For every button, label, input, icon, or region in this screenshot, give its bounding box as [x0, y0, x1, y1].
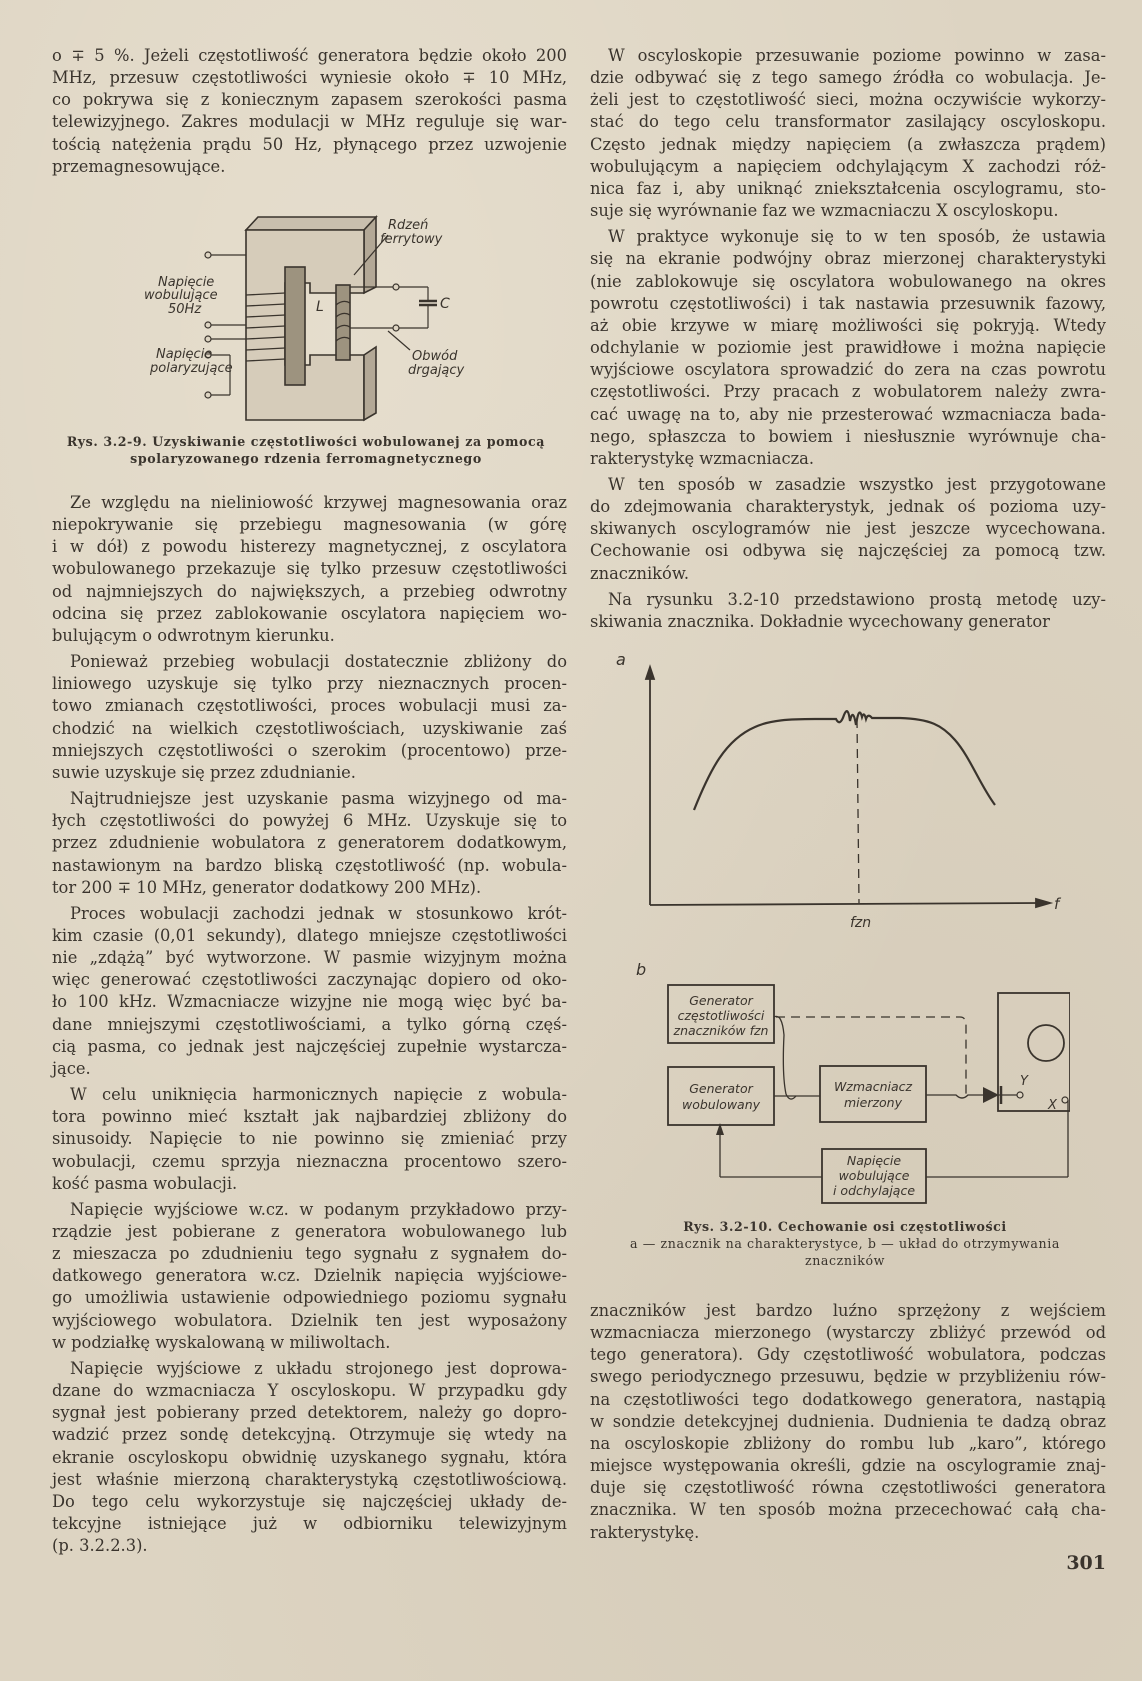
paragraph: [590, 474, 1106, 585]
text-line: (p. 3.2.2.3).: [52, 1536, 148, 1556]
frequency-characteristic-curve: [694, 711, 995, 810]
text-line: o ∓ 5 %. Jeżeli częstotliwość generatora będzie około 200: [52, 46, 567, 65]
text-line: tego generatora). Gdy częstotliwość wobulatora, podczas: [590, 1345, 1106, 1365]
text-line: sinusoidy. Napięcie to nie powinno się zmieniać przy: [52, 1129, 567, 1149]
capacitor-label: C: [440, 296, 450, 312]
inductor-label: L: [316, 299, 324, 315]
text-line: w sondzie detekcyjnej dudnienia. Dudnienia te dadzą obraz: [590, 1411, 1106, 1431]
text-line: nastawionym na bardzo bliską częstotliwość (np. wobula-: [52, 855, 567, 875]
marker-gen-line2: częstotliwości: [677, 1008, 765, 1023]
text-line: dzie odbywać się z tego samego źródła co wobulacja. Je-: [590, 68, 1106, 88]
figure-ferrite-core-diagram: [130, 195, 470, 425]
text-line: datkowego generatora w.cz. Dzielnik napięcia wyjściowe-: [52, 1266, 567, 1286]
text-line: wyjściowego wobulatora. Dzielnik ten jest wyposażony: [52, 1310, 567, 1330]
text-line: więc generować częstotliwości zaczynając dopiero od oko-: [52, 970, 567, 990]
text-line: wobulującym a napięciem odchylającym X zachodzi róż-: [590, 156, 1106, 176]
text-line: ło 100 kHz. Wzmacniacze wizyjne nie mogą więc być ba-: [52, 992, 567, 1012]
text-line: znacznika. W ten sposób można przecechować całą cha-: [590, 1500, 1106, 1520]
paragraph: [52, 651, 567, 784]
paragraph: [52, 45, 567, 178]
text-line: w podziałkę wyskalowaną w miliwoltach.: [52, 1332, 391, 1352]
text-line: żeli jest to częstotliwość sieci, można oczywiście wykorzy-: [590, 90, 1106, 110]
right-column-top: [590, 45, 1106, 637]
text-line: tekcyjne istniejące już w odbiorniku telewizyjnym: [52, 1514, 567, 1534]
polarizing-label-line1: Napięcie: [156, 347, 213, 362]
text-line: chodzić na wielkich częstotliwościach, uzyskiwanie zaś: [52, 718, 567, 738]
x-axis-arrow: [1036, 899, 1050, 907]
text-line: się na ekranie podwójny obraz mierzonej charakterystyki: [590, 249, 1106, 269]
text-line: Ze względu na nieliniowość krzywej magnesowania oraz: [70, 493, 567, 512]
page-number: 301: [1066, 1552, 1106, 1574]
text-line: W oscyloskopie przesuwanie poziome powinno w zasa-: [608, 46, 1106, 65]
text-line: W praktyce wykonuje się to w ten sposób, że ustawia: [608, 227, 1106, 247]
text-line: Często jednak między napięciem (a zwłaszcza prądem): [590, 134, 1106, 154]
y-terminal-label: Y: [1020, 1074, 1028, 1089]
text-line: kim czasie (0,01 sekundy), dlatego mniejsze częstotliwości: [52, 925, 567, 945]
sweep-voltage-line3: i odchylające: [832, 1183, 916, 1198]
caption-line2: spolaryzowanego rdzenia ferromagnetycznego: [130, 451, 482, 466]
text-line: go umożliwia ustawienie odpowiedniego poziomu sygnału: [52, 1288, 567, 1308]
paragraph: [52, 1084, 567, 1195]
wobulating-label-line2: wobulujące: [144, 288, 218, 303]
text-line: towo zmianach częstotliwości, proces wobulacji musi za-: [52, 696, 567, 716]
text-line: na oscyloskopie zbliżony do rombu lub „karo”, którego: [590, 1433, 1106, 1453]
figure-characteristic-panel-a: [610, 645, 1070, 945]
text-line: nica faz i, aby uniknąć zniekształcenia oscylogramu, sto-: [590, 178, 1106, 198]
caption-title: Rys. 3.2-10. Cechowanie osi częstotliwości: [683, 1219, 1007, 1234]
text-line: dane mniejszymi częstotliwościami, a tylko górną częś-: [52, 1014, 567, 1034]
text-line: odcina się przez zablokowanie oscylatora napięciem wo-: [52, 603, 567, 623]
text-line: tością natężenia prądu 50 Hz, płynącego przez uzwojenie: [52, 134, 567, 154]
left-column-top: [52, 45, 567, 182]
text-line: cać uwagę na to, aby nie przesterować wzmacniacza bada-: [590, 404, 1106, 424]
text-line: do zdejmowania charakterystyk, jednak oś pozioma uzy-: [590, 497, 1106, 517]
x-axis-label: f: [1054, 895, 1060, 913]
text-line: aż obie krzywe w miarę możliwości się pokryją. Wtedy: [590, 315, 1106, 335]
text-line: sygnał jest pobierany przed detektorem, należy go dopro-: [52, 1403, 567, 1423]
input-terminals: [205, 252, 246, 398]
text-line: Napięcie wyjściowe z układu strojonego jest doprowa-: [70, 1358, 567, 1378]
text-line: W celu uniknięcia harmonicznych napięcie z wobula-: [70, 1085, 567, 1105]
wobulating-label-line1: Napięcie: [158, 275, 215, 290]
amplifier-block: [820, 1066, 926, 1122]
paragraph: [52, 1358, 567, 1557]
text-line: skiwania znacznika. Dokładnie wycechowany generator: [590, 611, 1050, 631]
text-line: ekranie oscyloskopu obwidnię uzyskanego sygnału, która: [52, 1447, 567, 1467]
text-line: z mieszacza po zdudnieniu tego sygnału z sygnałem do-: [52, 1244, 567, 1264]
text-line: od najmniejszych do największych, a przebieg odwrotny: [52, 581, 567, 601]
panel-a-label: a: [616, 650, 626, 669]
oscilloscope-block: [998, 993, 1070, 1111]
right-column-bottom: [590, 1300, 1106, 1548]
text-line: przez zdudnienie wobulatora z generatorem dodatkowym,: [52, 833, 567, 853]
text-line: nego, spłaszcza to bowiem i niesłusznie wyrównuje cha-: [590, 426, 1106, 446]
amplifier-line2: mierzony: [843, 1095, 903, 1110]
text-line: wobulacji, czemu sprzyja nieznaczna procentowo szero-: [52, 1151, 567, 1171]
text-line: cią pasma, co jednak jest najczęściej zupełnie wystarcza-: [52, 1036, 567, 1056]
figure-3-2-9-caption: [46, 433, 566, 467]
text-line: bulującym o odwrotnym kierunku.: [52, 625, 335, 645]
wire-amp-to-detector: [926, 1095, 1020, 1098]
paragraph: [590, 1300, 1106, 1544]
text-line: odchylanie w poziomie jest prawidłowe i można napięcie: [590, 338, 1106, 358]
text-line: jące.: [52, 1058, 91, 1078]
core-label-line1: Rdzeń: [388, 218, 429, 233]
text-line: jest właśnie mierzoną charakterystyką częstotliwościową.: [52, 1469, 567, 1489]
text-line: tor 200 ∓ 10 MHz, generator dodatkowy 200 MHz).: [52, 877, 482, 897]
text-line: kość pasma wobulacji.: [52, 1173, 238, 1193]
paragraph: [590, 226, 1106, 470]
paragraph: [52, 903, 567, 1080]
marker-gen-line3: znaczników fzn: [673, 1023, 769, 1038]
text-line: stać do tego celu transformator zasilający oscyloskopu.: [590, 112, 1106, 132]
panel-b-label: b: [636, 960, 647, 979]
marker-dashed-line: [857, 719, 859, 903]
text-line: skiwanych oscylogramów nie jest jeszcze wycechowana.: [590, 519, 1106, 539]
sweep-gen-line1: Generator: [689, 1081, 753, 1096]
caption-title: Rys. 3.2-9. Uzyskiwanie częstotliwości wobulowanej za pomocą: [66, 434, 546, 449]
text-line: częstotliwości. Przy pracach z wobulatorem należy zwra-: [590, 382, 1106, 402]
resonant-label-line1: Obwód: [412, 349, 458, 364]
diode-icon: [983, 1087, 999, 1103]
text-line: dzane do wzmacniacza Y oscyloskopu. W przypadku gdy: [52, 1381, 567, 1401]
sweep-gen-line2: wobulowany: [681, 1097, 761, 1112]
text-line: wobulowanego przekazuje się tylko przesuw częstotliwości: [52, 559, 567, 579]
figure-block-diagram-panel-b: [610, 955, 1070, 1205]
figure-3-2-10-caption: [580, 1218, 1110, 1269]
ferrite-core: [246, 217, 376, 420]
core-label-line2: ferrytowy: [380, 232, 443, 247]
text-line: rządzie jest pobierane z generatora wobulowanego lub: [52, 1222, 567, 1241]
y-axis-arrow: [646, 667, 654, 679]
text-line: suje się wyrównanie faz we wzmacniaczu X oscyloskopu.: [590, 201, 1059, 221]
text-line: Proces wobulacji zachodzi jednak w stosunkowo krót-: [70, 903, 567, 923]
text-line: przemagnesowujące.: [52, 156, 226, 176]
text-line: duje się częstotliwość równa częstotliwości generatora: [590, 1478, 1106, 1498]
text-line: co pokrywa się z koniecznym zapasem szerokości pasma: [52, 90, 567, 110]
x-axis: [650, 903, 1040, 905]
marker-gen-line1: Generator: [689, 993, 753, 1008]
text-line: znaczników jest bardzo luźno sprzężony z wejściem: [590, 1301, 1106, 1320]
text-line: nie „zdążą” być wytworzone. W pasmie wizyjnym można: [52, 948, 567, 968]
text-line: powrotu częstotliwości) i tak nastawia przesuwnik fazowy,: [590, 293, 1106, 313]
left-column-bottom: [52, 492, 567, 1561]
sweep-voltage-line2: wobulujące: [838, 1168, 910, 1183]
text-line: tora powinno mieć kształt jak najbardziej zbliżony do: [52, 1107, 567, 1127]
paragraph: [52, 492, 567, 647]
paragraph: [52, 788, 567, 899]
text-line: łych częstotliwości do powyżej 6 MHz. Uzyskuje się to: [52, 811, 567, 831]
text-line: Najtrudniejsze jest uzyskanie pasma wizyjnego od ma-: [70, 789, 567, 809]
text-line: swego periodycznego przesuwu, będzie w przybliżeniu rów-: [590, 1367, 1106, 1387]
sweep-generator-block: [668, 1067, 774, 1125]
wobulating-label-line3: 50Hz: [168, 302, 202, 317]
text-line: Na rysunku 3.2-10 przedstawiono prostą metodę uzy-: [608, 589, 1106, 609]
polarizing-label-line2: polaryzujące: [150, 361, 233, 376]
amplifier-line1: Wzmacniacz: [833, 1079, 913, 1094]
text-line: mniejszych częstotliwości o szerokim (procentowo) prze-: [52, 740, 567, 760]
text-line: miejsce występowania określi, gdzie na oscylogramie znaj-: [590, 1456, 1106, 1476]
text-line: znaczników.: [590, 563, 690, 583]
paragraph: [52, 1199, 567, 1354]
text-line: liniowego uzyskuje się tylko przy nieznacznych procen-: [52, 674, 567, 694]
text-line: i w dół) z powodu histerezy magnetycznej, z oscylatora: [52, 537, 567, 557]
text-line: wadzić przez sondę detekcyjną. Otrzymuje się wtedy na: [52, 1425, 567, 1445]
text-line: na częstotliwości tego dodatkowego generatora, nastąpią: [590, 1389, 1106, 1409]
sweep-voltage-line1: Napięcie: [846, 1153, 902, 1168]
x-terminal-text: X: [1048, 1098, 1057, 1113]
coupling-wire: [774, 1016, 796, 1099]
oscilloscope-screen: [1028, 1025, 1064, 1061]
caption-line2: a — znacznik na charakterystyce, b — układ do otrzymywania: [630, 1236, 1060, 1251]
text-line: wzmacniacza mierzonego (wystarczy zbliżyć przewód od: [590, 1323, 1106, 1343]
text-line: Cechowanie osi odbywa się najczęściej za pomocą tzw.: [590, 541, 1106, 561]
text-line: W ten sposób w zasadzie wszystko jest przygotowane: [608, 474, 1106, 494]
text-line: rakterystykę wzmacniacza.: [590, 448, 815, 468]
text-line: telewizyjnego. Zakres modulacji w MHz reguluje się war-: [52, 112, 567, 132]
marker-frequency-label: fzn: [850, 915, 872, 931]
text-line: rakterystykę.: [590, 1522, 700, 1542]
text-line: Napięcie wyjściowe w.cz. w podanym przykładowo przy-: [70, 1199, 567, 1219]
resonant-label-line2: drgający: [408, 363, 465, 378]
text-line: (nie zablokowuje się oscylatora wobulowanego na okres: [590, 271, 1106, 291]
text-line: niepokrywanie się przebiegu magnesowania (w górę: [52, 515, 567, 535]
caption-line3: znaczników: [804, 1253, 886, 1268]
text-line: Ponieważ przebieg wobulacji dostatecznie zbliżony do: [70, 652, 567, 672]
y-terminal: [1017, 1092, 1023, 1098]
text-line: Do tego celu wykorzystuje się najczęściej układy de-: [52, 1491, 567, 1511]
x-terminal: [1062, 1097, 1068, 1103]
paragraph: [590, 589, 1106, 633]
paragraph: [590, 45, 1106, 222]
text-line: MHz, przesuw częstotliwości wyniesie około ∓ 10 MHz,: [52, 68, 567, 88]
text-line: wyjściowe oscylatora sprowadzić do zera na czas powrotu: [590, 360, 1106, 380]
text-line: suwie uzyskuje się przez zdudnianie.: [52, 762, 356, 782]
